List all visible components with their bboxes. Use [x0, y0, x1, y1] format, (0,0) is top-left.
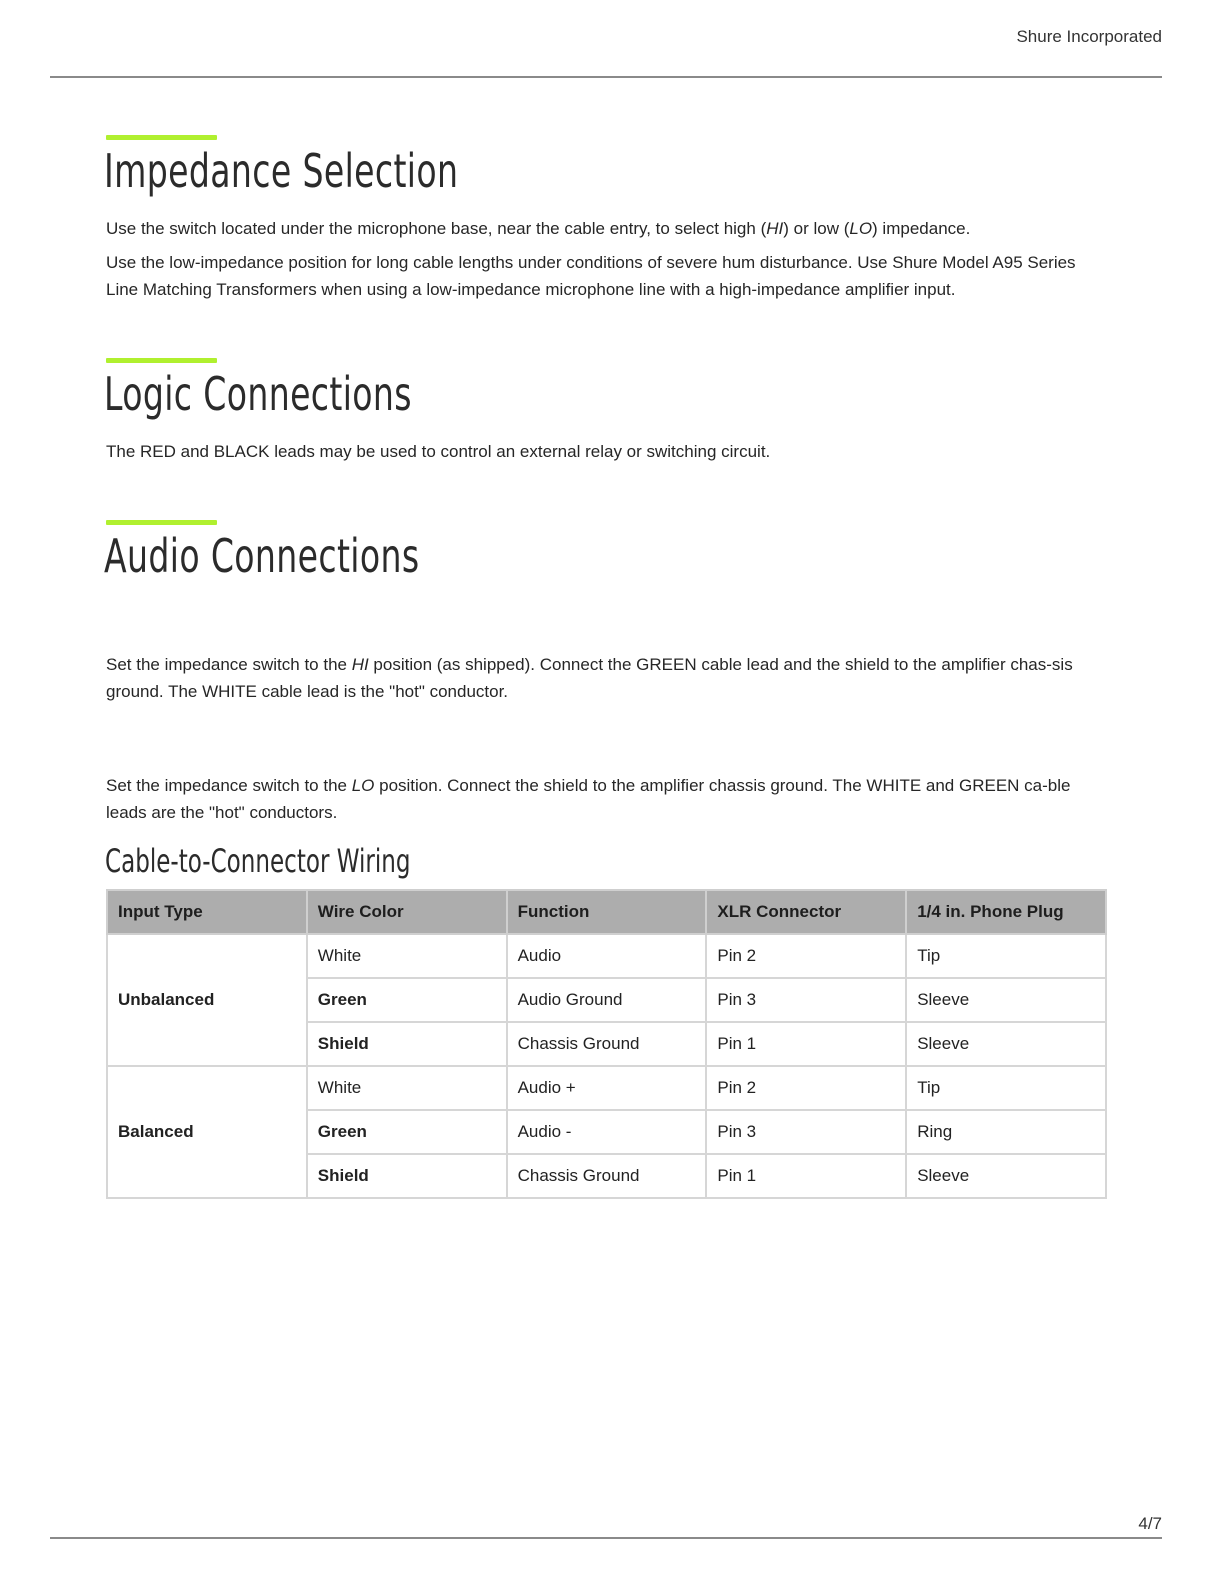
input-type-cell: Balanced	[107, 1066, 307, 1198]
column-header: Input Type	[107, 890, 307, 934]
function-cell: Audio +	[507, 1066, 707, 1110]
header-divider	[50, 76, 1162, 78]
function-cell: Chassis Ground	[507, 1154, 707, 1198]
xlr-cell: Pin 3	[706, 1110, 906, 1154]
xlr-cell: Pin 3	[706, 978, 906, 1022]
xlr-cell: Pin 1	[706, 1154, 906, 1198]
impedance-paragraph-2: Use the low-impedance position for long cable lengths under conditions of severe hum disturbance. Use Shure Model A95 Series Line Matching Transformers when using a low-impedance microphone line with a high-impedance amplifier input.	[106, 253, 1076, 299]
wire-color-cell: Green	[307, 1110, 507, 1154]
function-cell: Audio -	[507, 1110, 707, 1154]
wire-color-cell: Green	[307, 978, 507, 1022]
phone-plug-cell: Sleeve	[906, 978, 1106, 1022]
column-header: XLR Connector	[706, 890, 906, 934]
xlr-cell: Pin 1	[706, 1022, 906, 1066]
input-type-cell: Unbalanced	[107, 934, 307, 1066]
page-number: 4/7	[1138, 1514, 1162, 1533]
xlr-cell: Pin 2	[706, 934, 906, 978]
wire-color-cell: White	[307, 934, 507, 978]
section-accent-bar	[106, 520, 217, 525]
phone-plug-cell: Tip	[906, 934, 1106, 978]
wire-color-cell: White	[307, 1066, 507, 1110]
phone-plug-cell: Ring	[906, 1110, 1106, 1154]
column-header: Wire Color	[307, 890, 507, 934]
audio-paragraph-balanced: Set the impedance switch to the LO position. Connect the shield to the amplifier chassis ground. The WHITE and GREEN ca-ble leads are the "hot" conductors.	[106, 776, 1071, 822]
section-title-logic: Logic Connections	[104, 367, 412, 421]
xlr-cell: Pin 2	[706, 1066, 906, 1110]
footer-divider	[50, 1537, 1162, 1539]
function-cell: Chassis Ground	[507, 1022, 707, 1066]
wire-color-cell: Shield	[307, 1154, 507, 1198]
section-title-audio: Audio Connections	[104, 529, 420, 583]
section-accent-bar	[106, 358, 217, 363]
phone-plug-cell: Sleeve	[906, 1154, 1106, 1198]
table-row	[107, 1066, 1106, 1110]
wire-color-cell: Shield	[307, 1022, 507, 1066]
company-name: Shure Incorporated	[1016, 27, 1162, 46]
phone-plug-cell: Sleeve	[906, 1022, 1106, 1066]
table-row	[107, 934, 1106, 978]
table-title: Cable-to-Connector Wiring	[105, 842, 411, 880]
phone-plug-cell: Tip	[906, 1066, 1106, 1110]
function-cell: Audio	[507, 934, 707, 978]
column-header: Function	[507, 890, 707, 934]
impedance-paragraph-1: Use the switch located under the microphone base, near the cable entry, to select high (HI) or low (LO) impedance.	[106, 219, 971, 238]
section-title-impedance: Impedance Selection	[104, 144, 459, 198]
wiring-table	[106, 889, 1107, 1199]
function-cell: Audio Ground	[507, 978, 707, 1022]
audio-paragraph-unbalanced: Set the impedance switch to the HI position (as shipped). Connect the GREEN cable lead and the shield to the amplifier chas-sis ground. The WHITE cable lead is the "hot" conductor.	[106, 655, 1073, 701]
table-header-row	[107, 890, 1106, 934]
column-header: 1/4 in. Phone Plug	[906, 890, 1106, 934]
logic-paragraph: The RED and BLACK leads may be used to control an external relay or switching circuit.	[106, 442, 771, 461]
section-accent-bar	[106, 135, 217, 140]
